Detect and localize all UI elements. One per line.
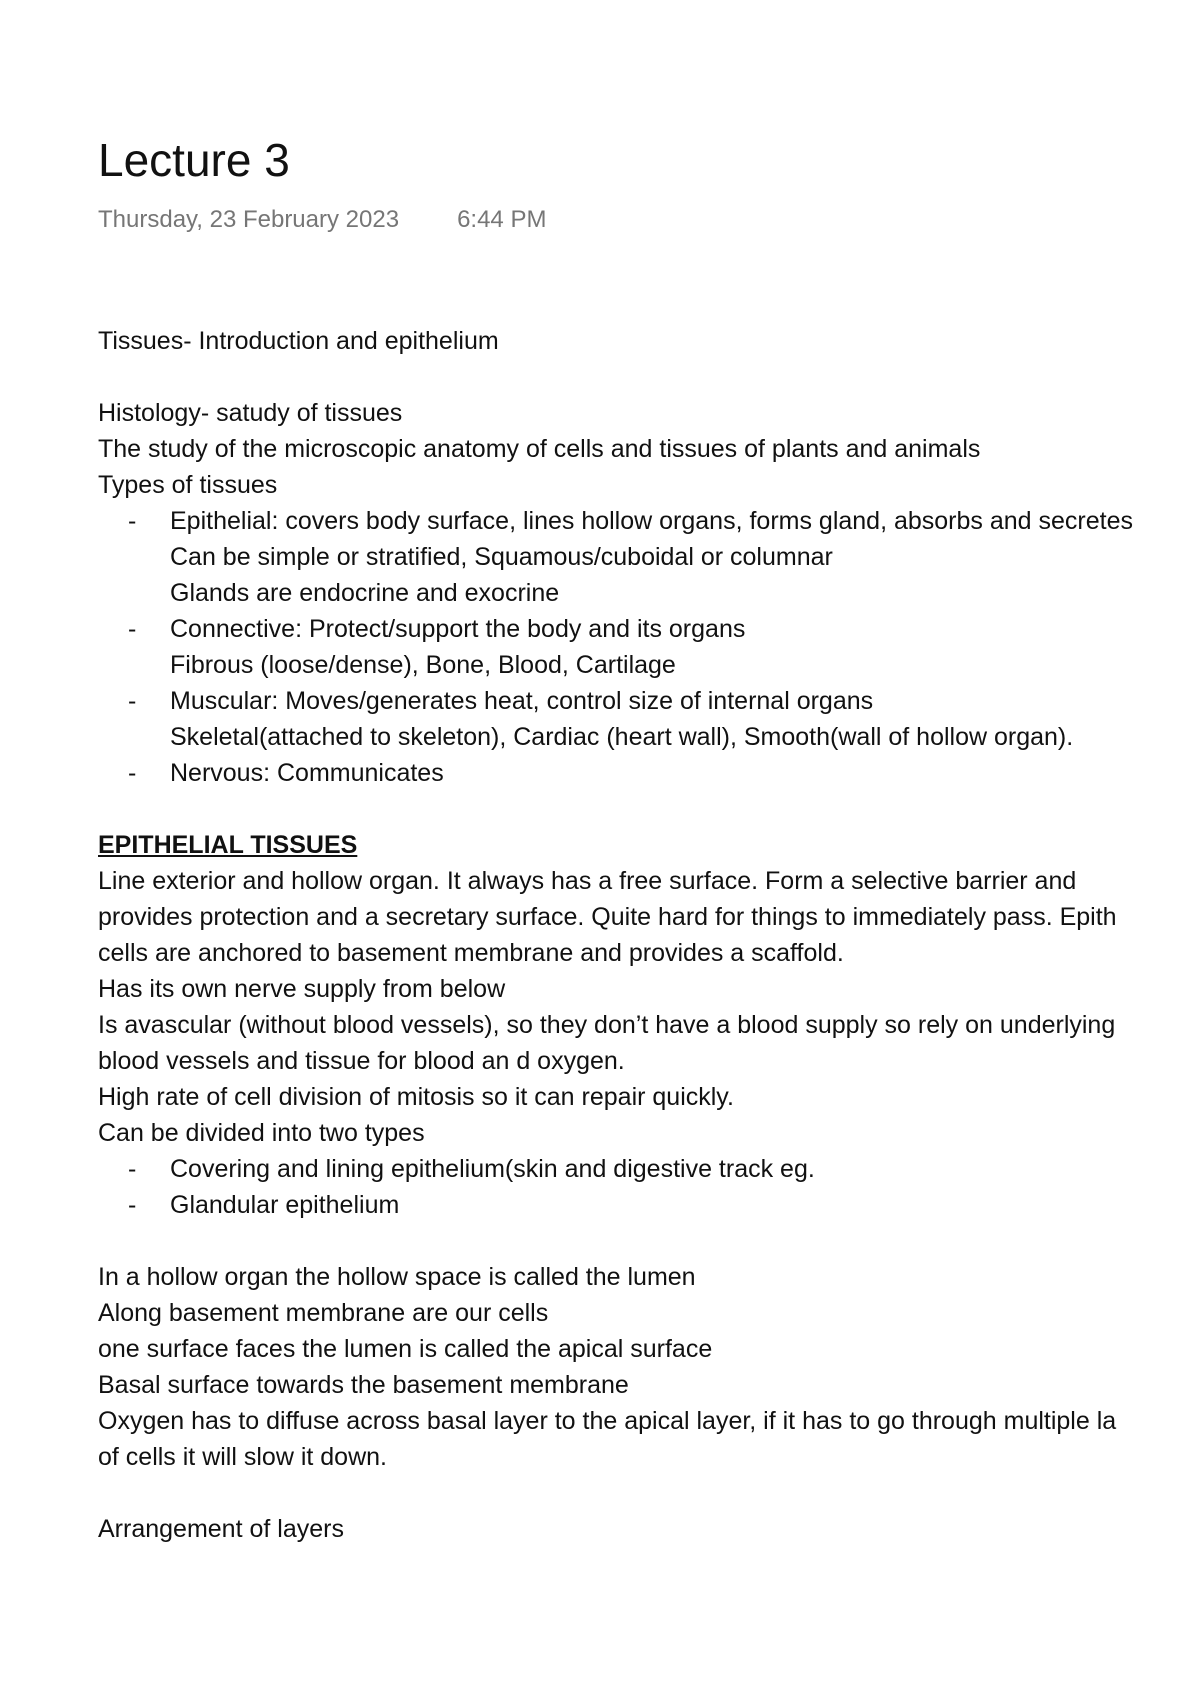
- lumen-line: one surface faces the lumen is called the apical surface: [98, 1335, 713, 1363]
- lumen-paragraph: [98, 1259, 1200, 1475]
- lumen-line: Basal surface towards the basement membrane: [98, 1371, 629, 1399]
- lumen-line: of cells it will slow it down.: [98, 1443, 387, 1471]
- blank-line: [98, 791, 1200, 827]
- epithelial-line: Has its own nerve supply from below: [98, 975, 506, 1003]
- tissue-type-detail: Skeletal(attached to skeleton), Cardiac (heart wall), Smooth(wall of hollow organ).: [170, 723, 1074, 751]
- lumen-line: Oxygen has to diffuse across basal layer to the apical layer, if it has to go through multiple la: [98, 1407, 1117, 1435]
- section-title: Tissues- Introduction and epithelium: [98, 327, 499, 355]
- lumen-line: In a hollow organ the hollow space is called the lumen: [98, 1263, 696, 1291]
- bullet-dash: -: [128, 759, 137, 787]
- epithelial-type-item: [98, 1151, 1200, 1187]
- study-line: The study of the microscopic anatomy of cells and tissues of plants and animals: [98, 435, 981, 463]
- epithelial-line: cells are anchored to basement membrane and provides a scaffold.: [98, 939, 844, 967]
- bullet-dash: -: [128, 615, 137, 643]
- epithelial-types-list: [98, 1151, 1200, 1223]
- types-line: Types of tissues: [98, 471, 278, 499]
- blank-line: [98, 359, 1200, 395]
- epithelial-line: Is avascular (without blood vessels), so they don’t have a blood supply so rely on underlying: [98, 1011, 1116, 1039]
- epithelial-heading: EPITHELIAL TISSUES: [98, 831, 358, 859]
- page-date: Thursday, 23 February 2023: [98, 206, 400, 233]
- tissue-type-item-text: Muscular: Moves/generates heat, control size of internal organs: [170, 687, 874, 715]
- tissue-types-list: [98, 503, 1200, 791]
- tissue-type-item: [98, 503, 1200, 539]
- epithelial-type-item-text: Glandular epithelium: [170, 1191, 400, 1219]
- epithelial-line: Can be divided into two types: [98, 1119, 425, 1147]
- blank-line: [98, 1475, 1200, 1511]
- epithelial-paragraph: [98, 863, 1200, 1151]
- arrangement-line: Arrangement of layers: [98, 1515, 344, 1543]
- tissue-type-detail: Can be simple or stratified, Squamous/cuboidal or columnar: [170, 543, 833, 571]
- page-title: Lecture 3: [98, 134, 290, 186]
- bullet-dash: -: [128, 687, 137, 715]
- histology-line: Histology- satudy of tissues: [98, 399, 403, 427]
- epithelial-line: provides protection and a secretary surface. Quite hard for things to immediately pass. Epith: [98, 903, 1117, 931]
- note-body: [98, 323, 1200, 1547]
- epithelial-type-item-text: Covering and lining epithelium(skin and digestive track eg.: [170, 1155, 815, 1183]
- bullet-dash: -: [128, 507, 137, 535]
- tissue-type-detail: Glands are endocrine and exocrine: [170, 579, 560, 607]
- epithelial-line: Line exterior and hollow organ. It always has a free surface. Form a selective barrier and: [98, 867, 1077, 895]
- page-time: 6:44 PM: [457, 206, 547, 233]
- epithelial-line: blood vessels and tissue for blood an d oxygen.: [98, 1047, 625, 1075]
- lumen-line: Along basement membrane are our cells: [98, 1299, 549, 1327]
- epithelial-line: High rate of cell division of mitosis so it can repair quickly.: [98, 1083, 734, 1111]
- tissue-type-item: [98, 611, 1200, 647]
- tissue-type-item: [98, 755, 1200, 791]
- epithelial-type-item: [98, 1187, 1200, 1223]
- blank-line: [98, 1223, 1200, 1259]
- tissue-type-item-text: Nervous: Communicates: [170, 759, 444, 787]
- tissue-type-item: [98, 683, 1200, 719]
- tissue-type-detail: Fibrous (loose/dense), Bone, Blood, Cartilage: [170, 651, 676, 679]
- tissue-type-item-text: Epithelial: covers body surface, lines hollow organs, forms gland, absorbs and secretes: [170, 507, 1134, 535]
- tissue-type-item-text: Connective: Protect/support the body and its organs: [170, 615, 746, 643]
- page-timestamp: [98, 205, 546, 235]
- bullet-dash: -: [128, 1155, 137, 1183]
- bullet-dash: -: [128, 1191, 137, 1219]
